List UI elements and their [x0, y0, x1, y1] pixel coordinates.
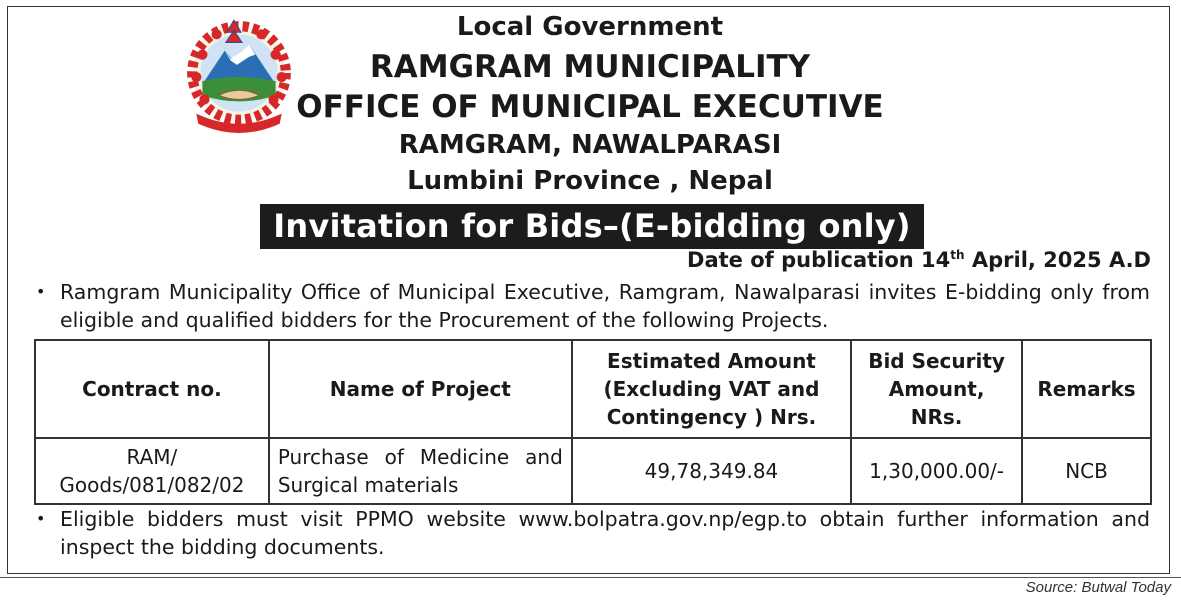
cell-project-name: Purchase of Medicine and Surgical materials — [269, 438, 572, 504]
table-header-row — [35, 340, 1151, 438]
header-local-government: Local Government — [456, 12, 724, 42]
notice-title-banner: Invitation for Bids–(E-bidding only) — [260, 204, 924, 249]
cell-remarks: NCB — [1022, 438, 1151, 504]
bullet: • — [36, 282, 46, 301]
header-contract-no: Contract no. — [35, 340, 269, 438]
intro-paragraph — [36, 278, 1150, 334]
bids-table — [34, 339, 1152, 505]
publication-date — [687, 248, 1151, 272]
header-municipality: RAMGRAM MUNICIPALITY — [369, 49, 811, 85]
bottom-divider — [0, 577, 1181, 578]
header-office: OFFICE OF MUNICIPAL EXECUTIVE — [296, 89, 884, 125]
note-paragraph — [36, 505, 1150, 561]
publication-date-rest: April, 2025 A.D — [964, 248, 1151, 272]
bullet: • — [36, 509, 46, 528]
header-province: Lumbini Province , Nepal — [407, 166, 773, 196]
header-bid-security: Bid Security Amount, NRs. — [851, 340, 1022, 438]
intro-text: Ramgram Municipality Office of Municipal Executive, Ramgram, Nawalparasi invites E-bidding only from eligible and qualified bidders for the Procurement of the following Projects. — [60, 280, 1150, 332]
cell-bid-security: 1,30,000.00/- — [851, 438, 1022, 504]
cell-contract-no: RAM/ Goods/081/082/02 — [35, 438, 269, 504]
header-project-name: Name of Project — [269, 340, 572, 438]
header-place: RAMGRAM, NAWALPARASI — [398, 130, 782, 160]
publication-date-prefix: Date of publication 14 — [687, 248, 951, 272]
table-row — [35, 438, 1151, 504]
note-text: Eligible bidders must visit PPMO website www.bolpatra.gov.np/egp.to obtain further information and inspect the bidding documents. — [60, 507, 1150, 559]
source-credit: Source: Butwal Today — [1025, 579, 1171, 596]
cell-estimated-amount: 49,78,349.84 — [572, 438, 851, 504]
publication-date-suffix-sup: th — [950, 248, 965, 262]
header-remarks: Remarks — [1022, 340, 1151, 438]
header-estimated-amount: Estimated Amount (Excluding VAT and Contingency ) Nrs. — [572, 340, 851, 438]
